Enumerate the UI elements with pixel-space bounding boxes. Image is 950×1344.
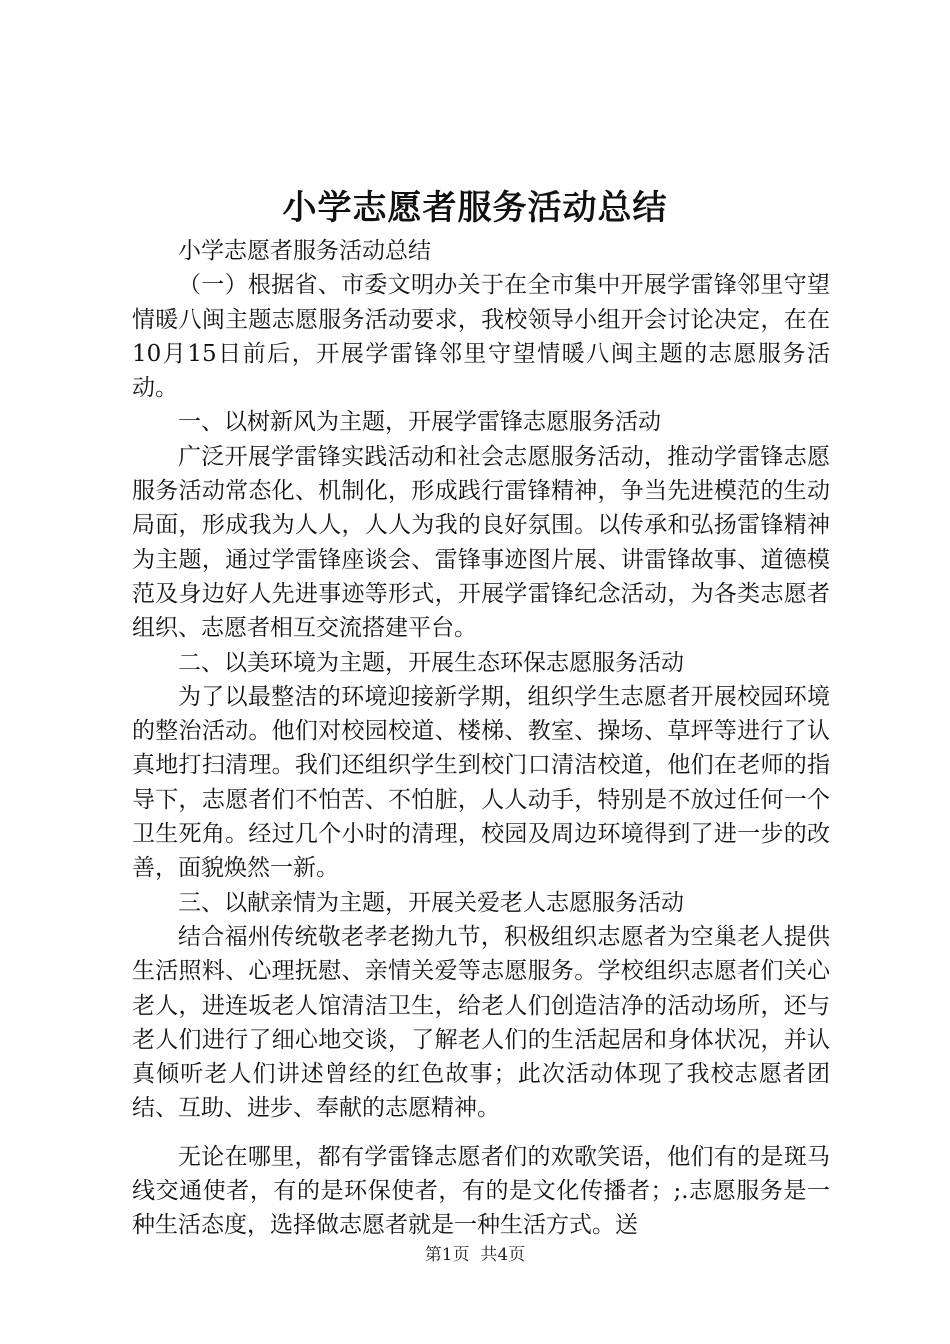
paragraph-intro: （一）根据省、市委文明办关于在全市集中开展学雷锋邻里守望情暖八闽主题志愿服务活动要求，我校领导小组开会讨论决定，在在10月15日前后，开展学雷锋邻里守望情暖八闽主题的志愿服务活动。 (132, 272, 830, 402)
section-heading-2: 二、以美环境为主题，开展生态环保志愿服务活动 (178, 649, 684, 676)
section-heading-3: 三、以献亲情为主题，开展关爱老人志愿服务活动 (178, 889, 684, 916)
document-body (132, 234, 830, 1243)
section-heading-1: 一、以树新风为主题，开展学雷锋志愿服务活动 (178, 409, 661, 436)
paragraph-closing: 无论在哪里，都有学雷锋志愿者们的欢歌笑语，他们有的是斑马线交通使者，有的是环保使者，有的是文化传播者；;.志愿服务是一种生活态度，选择做志愿者就是一种生活方式。送 (132, 1143, 830, 1239)
paragraph-section-3: 结合福州传统敬老孝老拗九节，积极组织志愿者为空巢老人提供生活照料、心理抚慰、亲情关爱等志愿服务。学校组织志愿者们关心老人，进连坂老人馆清洁卫生，给老人们创造洁净的活动场所，还与老人们进行了细心地交谈，了解老人们的生活起居和身体状况，并认真倾听老人们讲述曾经的红色故事；此次活动体现了我校志愿者团结、互助、进步、奉献的志愿精神。 (132, 923, 830, 1122)
paragraph-subtitle: 小学志愿者服务活动总结 (178, 238, 431, 264)
page-footer (0, 1243, 950, 1267)
paragraph-section-2: 为了以最整洁的环境迎接新学期，组织学生志愿者开展校园环境的整治活动。他们对校园校道、楼梯、教室、操场、草坪等进行了认真地打扫清理。我们还组织学生到校门口清洁校道，他们在老师的指导下，志愿者们不怕苦、不怕脏，人人动手，特别是不放过任何一个卫生死角。经过几个小时的清理，校园及周边环境得到了进一步的改善，面貌焕然一新。 (132, 683, 830, 882)
page-number-label: 第1页 共4页 (424, 1245, 526, 1265)
paragraph-section-1: 广泛开展学雷锋实践活动和社会志愿服务活动，推动学雷锋志愿服务活动常态化、机制化，形成践行雷锋精神，争当先进模范的生动局面，形成我为人人，人人为我的良好氛围。以传承和弘扬雷锋精神为主题，通过学雷锋座谈会、雷锋事迹图片展、讲雷锋故事、道德模范及身边好人先进事迹等形式，开展学雷锋纪念活动，为各类志愿者组织、志愿者相互交流搭建平台。 (132, 443, 830, 642)
document-title: 小学志愿者服务活动总结 (282, 188, 668, 228)
